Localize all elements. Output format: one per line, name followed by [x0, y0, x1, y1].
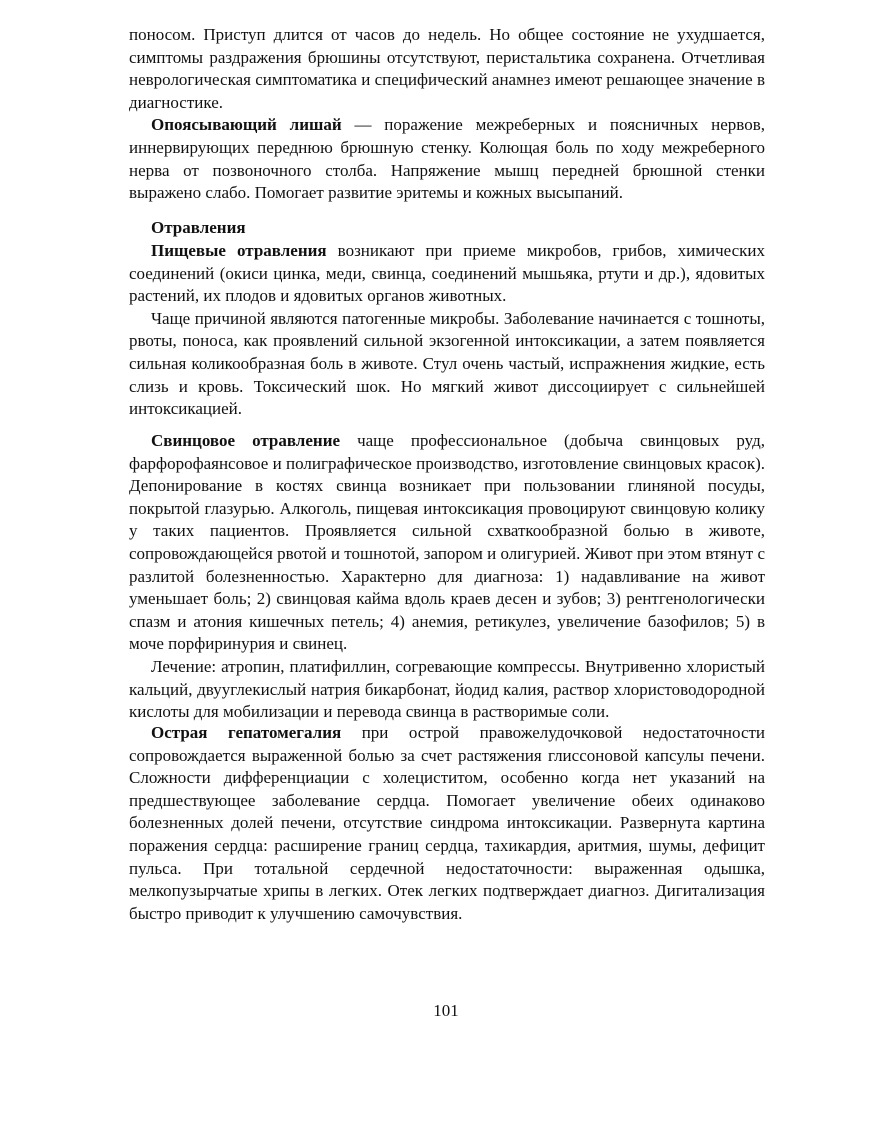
- paragraph-continuation: поносом. Приступ длится от часов до недель. Но общее состояние не ухудшается, симптомы раздражения брюшины отсутствуют, перистальтика сохранена. Отчетливая неврологическая симптоматика и специфический анамнез имеют решающее значение в диагностике.: [129, 25, 765, 112]
- paragraph-lead-poisoning-text: чаще профессиональное (добыча свинцовых руд, фарфорофаянсовое и полиграфическое производство, изготовление свинцовых красок). Депонирование в костях свинца возникает при пользовании глиняной посуды, покрытой глазурью. Алкоголь, пищевая интоксикация провоцируют свинцовую колику у таких пациентов. Проявляется сильной схваткообразной болью в животе, сопровождающейся рвотой и тошнотой, запором и олигурией. Живот при этом втянут с разлитой болезненностью. Характерно для диагноза: 1) надавливание на живот уменьшает боль; 2) свинцовая кайма вдоль краев десен и зубов; 3) рентгенологически спазм и атония кишечных петель; 4) анемия, ретикулез, увеличение базофилов; 5) в моче порфиринурия и свинец.: [129, 431, 765, 654]
- page-number: 101: [433, 1001, 459, 1020]
- paragraph-shingles: [129, 114, 765, 204]
- paragraph-food-poisoning: [129, 240, 765, 308]
- term-hepatomegaly: Острая гепатомегалия: [151, 723, 342, 742]
- section-heading-poisoning: Отравления: [151, 218, 246, 237]
- paragraph-food-poisoning-causes: Чаще причиной являются патогенные микробы. Заболевание начинается с тошноты, рвоты, поноса, как проявлений сильной экзогенной интоксикации, а затем появляется сильная коликообразная боль в животе. Стул очень частый, испражнения жидкие, есть слизь и кровь. Токсический шок. Но мягкий живот диссоциирует с сильнейшей интоксикацией.: [129, 308, 765, 419]
- term-food-poisoning: Пищевые отравления: [151, 241, 327, 260]
- text-block-food-poisoning: [129, 240, 765, 421]
- paragraph-food-poisoning-text: возникают при приеме микробов, грибов, химических соединений (окиси цинка, меди, свинца, соединений мышьяка, ртути и др.), ядовитых растений, их плодов и ядовитых органов животных.: [129, 241, 765, 306]
- text-block-hepatomegaly: [129, 722, 765, 925]
- term-lead-poisoning: Свинцовое отравление: [151, 431, 341, 450]
- paragraph-hepatomegaly-text: при острой правожелудочковой недостаточности сопровождается выраженной болью за счет растяжения глиссоновой капсулы печени. Сложности дифференциации с холециститом, особенно когда нет указаний на предшествующее заболевание сердца. Помогает увеличение обеих одинаково болезненных долей печени, отсутствие синдрома интоксикации. Развернута картина поражения сердца: расширение границ сердца, тахикардия, аритмия, шумы, дефицит пульса. При тотальной сердечной недостаточности: выраженная одышка, мелкопузырчатые хрипы в легких. Отек легких подтверждает диагноз. Дигитализация быстро приводит к улучшению самочувствия.: [129, 723, 766, 923]
- text-block-lead-poisoning: [129, 430, 765, 724]
- term-shingles: Опоясывающий лишай: [151, 115, 342, 135]
- paragraph-lead-treatment: Лечение: атропин, платифиллин, согревающие компрессы. Внутривенно хлористый кальций, двууглекислый натрия бикарбонат, йодид калия, раствор хлористоводородной кислоты для мобилизации и перевода свинца в растворимые соли.: [129, 656, 765, 722]
- paragraph-shingles-text: — поражение межреберных и поясничных нервов, иннервирующих переднюю брюшную стенку. Колющая боль по ходу межреберного нерва от позвоночного столба. Напряжение мышц передней брюшной стенки выражено слабо. Помогает развитие эритемы и кожных высыпаний.: [129, 115, 765, 203]
- text-block-shingles: [129, 24, 765, 205]
- paragraph-lead-poisoning: [129, 430, 765, 656]
- paragraph-hepatomegaly: [129, 722, 765, 925]
